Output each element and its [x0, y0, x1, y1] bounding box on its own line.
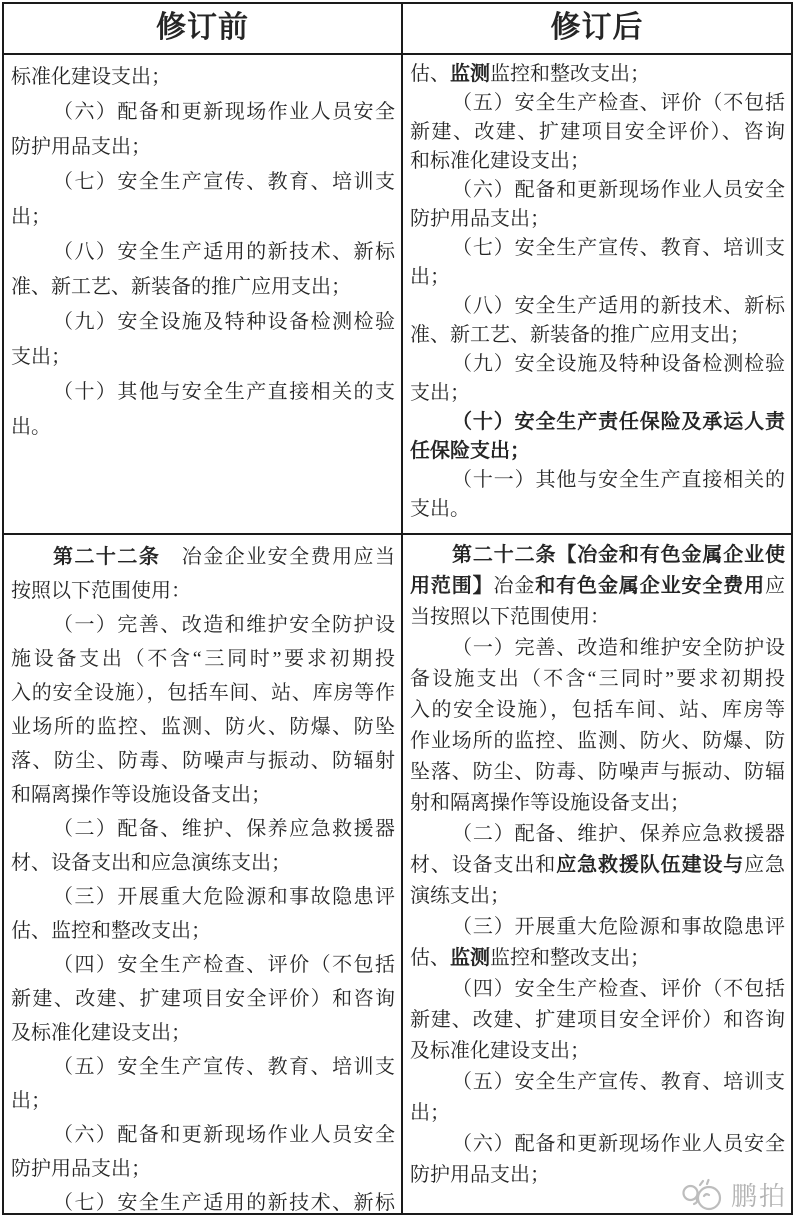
text-segment: 冶金	[493, 575, 536, 597]
text-line	[410, 176, 785, 205]
text-line	[410, 602, 785, 633]
text-line	[410, 1098, 785, 1129]
text-line	[410, 757, 785, 788]
text-line	[410, 726, 785, 757]
text-line	[11, 846, 395, 880]
text-line	[410, 850, 785, 881]
text-line	[11, 95, 395, 130]
text-segment: 应	[765, 575, 786, 597]
text-line	[11, 1016, 395, 1050]
text-segment: 和隔离操作等设施设备支出；	[11, 784, 271, 806]
watermark-text: 鹏拍	[730, 1181, 787, 1211]
text-line	[11, 1050, 395, 1084]
text-segment: 材、设备支出和应急演练支出；	[11, 852, 291, 874]
text-line	[410, 205, 785, 234]
text-line	[11, 165, 395, 200]
text-line	[410, 379, 785, 408]
text-segment: （一）完善、改造和维护安全防护设	[452, 637, 785, 659]
text-segment: 业场所的监控、监测、防火、防爆、防坠	[11, 716, 395, 738]
text-line	[410, 466, 785, 495]
text-line	[410, 1036, 785, 1067]
text-segment: 监控和整改支出；	[490, 947, 650, 969]
text-line	[410, 89, 785, 118]
text-segment: 出；	[11, 206, 51, 228]
text-segment: （九）安全设施及特种设备检测检验	[452, 353, 785, 375]
text-line	[410, 819, 785, 850]
text-line	[11, 574, 395, 608]
revision-comparison-table	[2, 2, 793, 1215]
text-segment: 估、	[410, 947, 450, 969]
text-segment: 坠落、防尘、防毒、防噪声与振动、防辐	[410, 761, 785, 783]
cell-after	[403, 535, 791, 1213]
header-after: 修订后	[550, 11, 644, 44]
text-segment: 入的安全设施），包括车间、站、库房等	[410, 699, 785, 721]
text-segment: （二）配备、维护、保养应急救援器	[452, 823, 785, 845]
text-segment: 新建、改建、扩建项目安全评价）、咨询	[410, 121, 785, 143]
table-row	[4, 535, 791, 1213]
text-segment: 标准化建设支出；	[11, 66, 171, 88]
text-segment: 出；	[410, 1102, 450, 1124]
text-line	[11, 982, 395, 1016]
text-segment: （三）开展重大危险源和事故隐患评	[53, 886, 395, 908]
text-segment: （七）安全生产宣传、教育、培训支	[452, 237, 785, 259]
text-line	[11, 812, 395, 846]
text-segment: 入的安全设施），包括车间、站、库房等作	[11, 682, 395, 704]
header-before: 修订前	[4, 4, 403, 53]
text-segment: 第二十二条【冶金和有色金属企业使	[452, 544, 785, 566]
text-segment: 出。	[11, 416, 51, 438]
text-line	[410, 943, 785, 974]
text-segment: 应急	[744, 854, 786, 876]
text-line	[11, 200, 395, 235]
text-line	[410, 147, 785, 176]
text-segment: （四）安全生产检查、评价（不包括	[452, 978, 785, 1000]
text-segment: 当按照以下范围使用：	[410, 606, 610, 628]
text-line	[11, 1118, 395, 1152]
text-segment: （十）安全生产责任保险及承运人责	[452, 411, 785, 433]
cell-before	[4, 55, 403, 533]
text-line	[410, 408, 785, 437]
text-segment: 材、设备支出和	[410, 854, 557, 876]
text-segment: 用范围】	[410, 575, 494, 597]
text-segment: （三）开展重大危险源和事故隐患评	[452, 916, 785, 938]
text-segment: （五）安全生产宣传、教育、培训支	[452, 1071, 785, 1093]
text-line	[410, 1067, 785, 1098]
text-line	[11, 340, 395, 375]
text-segment: 出；	[410, 266, 450, 288]
text-segment: 应急救援队伍建设与	[556, 854, 745, 876]
text-segment: 估、监控和整改支出；	[11, 920, 211, 942]
text-line	[410, 633, 785, 664]
text-segment: （十）其他与安全生产直接相关的支	[53, 381, 395, 403]
text-segment: 防护用品支出；	[11, 136, 151, 158]
text-segment: 防护用品支出；	[410, 208, 550, 230]
table-body	[4, 55, 791, 1213]
text-line	[410, 788, 785, 819]
table-header-row	[4, 4, 791, 55]
text-line	[11, 305, 395, 340]
text-segment: 演练支出；	[410, 885, 510, 907]
text-line	[410, 695, 785, 726]
text-segment: 防护用品支出；	[11, 1158, 151, 1180]
text-segment: （六）配备和更新现场作业人员安全	[53, 1124, 395, 1146]
text-segment: 施设备支出（不含“三同时”要求初期投	[11, 648, 395, 670]
text-line	[410, 540, 785, 571]
text-line	[410, 292, 785, 321]
text-line	[11, 710, 395, 744]
text-segment: 新建、改建、扩建项目安全评价）和咨询	[11, 988, 395, 1010]
text-line	[11, 1084, 395, 1118]
text-line	[11, 235, 395, 270]
text-line	[11, 608, 395, 642]
text-segment: （七）安全生产适用的新技术、新标	[53, 1192, 395, 1213]
text-segment: 准、新工艺、新装备的推广应用支出；	[410, 324, 750, 346]
text-line	[11, 270, 395, 305]
text-line	[410, 1005, 785, 1036]
text-line	[410, 974, 785, 1005]
text-segment: 及标准化建设支出；	[11, 1022, 191, 1044]
text-segment: （四）安全生产检查、评价（不包括	[53, 954, 395, 976]
text-segment: （八）安全生产适用的新技术、新标	[53, 241, 395, 263]
text-segment: 支出。	[410, 498, 470, 520]
text-segment: 监测	[450, 63, 490, 85]
text-line	[11, 410, 395, 445]
text-line	[11, 676, 395, 710]
text-segment: 防护用品支出；	[410, 1164, 550, 1186]
text-line	[410, 321, 785, 350]
text-segment: 新建、改建、扩建项目安全评价）和咨询	[410, 1009, 785, 1031]
text-segment: 备设施支出（不含“三同时”要求初期投	[410, 668, 785, 690]
text-segment: （五）安全生产检查、评价（不包括	[452, 92, 785, 114]
text-segment: 任保险支出；	[410, 440, 530, 462]
text-segment: 第二十二条	[53, 546, 161, 568]
text-segment: （六）配备和更新现场作业人员安全	[53, 101, 395, 123]
text-line	[410, 571, 785, 602]
text-line	[11, 130, 395, 165]
text-line	[410, 881, 785, 912]
pengpai-logo-icon	[680, 1178, 726, 1212]
text-segment: （八）安全生产适用的新技术、新标	[452, 295, 785, 317]
text-segment: 作业场所的监控、监测、防火、防爆、防	[410, 730, 785, 752]
text-segment: （七）安全生产宣传、教育、培训支	[53, 171, 395, 193]
text-line	[11, 540, 395, 574]
text-line	[11, 642, 395, 676]
text-line	[11, 744, 395, 778]
text-segment: （十一）其他与安全生产直接相关的	[452, 469, 785, 491]
text-segment: 支出；	[11, 346, 71, 368]
text-segment: 出；	[11, 1090, 51, 1112]
text-line	[410, 912, 785, 943]
watermark	[680, 1176, 787, 1213]
text-segment: 落、防尘、防毒、防噪声与振动、防辐射	[11, 750, 395, 772]
text-segment: 监测	[450, 947, 490, 969]
text-segment: 及标准化建设支出；	[410, 1040, 590, 1062]
text-segment: （六）配备和更新现场作业人员安全	[452, 1133, 785, 1155]
text-line	[11, 1152, 395, 1186]
text-line	[11, 375, 395, 410]
text-line	[410, 118, 785, 147]
text-line	[410, 437, 785, 466]
text-segment: （五）安全生产宣传、教育、培训支	[53, 1056, 395, 1078]
text-line	[410, 495, 785, 524]
text-segment: 按照以下范围使用：	[11, 580, 191, 602]
text-segment: （二）配备、维护、保养应急救援器	[53, 818, 395, 840]
text-line	[410, 263, 785, 292]
text-line	[11, 778, 395, 812]
text-segment: 和标准化建设支出；	[410, 150, 590, 172]
text-line	[11, 914, 395, 948]
cell-after	[403, 55, 791, 533]
cell-before	[4, 535, 403, 1213]
text-segment: 监控和整改支出；	[490, 63, 650, 85]
text-line	[410, 234, 785, 263]
text-line	[410, 350, 785, 379]
text-segment: （六）配备和更新现场作业人员安全	[452, 179, 785, 201]
text-line	[11, 948, 395, 982]
text-segment: 准、新工艺、新装备的推广应用支出；	[11, 276, 351, 298]
text-line	[410, 1129, 785, 1160]
text-segment: 支出；	[410, 382, 470, 404]
text-line	[11, 60, 395, 95]
text-line	[410, 664, 785, 695]
text-segment: （一）完善、改造和维护安全防护设	[53, 614, 395, 636]
text-segment: （九）安全设施及特种设备检测检验	[53, 311, 395, 333]
text-line	[11, 1186, 395, 1213]
text-segment: 和有色金属企业安全费用	[535, 575, 766, 597]
text-line	[11, 880, 395, 914]
table-row	[4, 55, 791, 535]
text-segment: 射和隔离操作等设施设备支出；	[410, 792, 690, 814]
text-line	[410, 60, 785, 89]
text-segment: 冶金企业安全费用应当	[160, 546, 396, 568]
text-segment: 估、	[410, 63, 450, 85]
